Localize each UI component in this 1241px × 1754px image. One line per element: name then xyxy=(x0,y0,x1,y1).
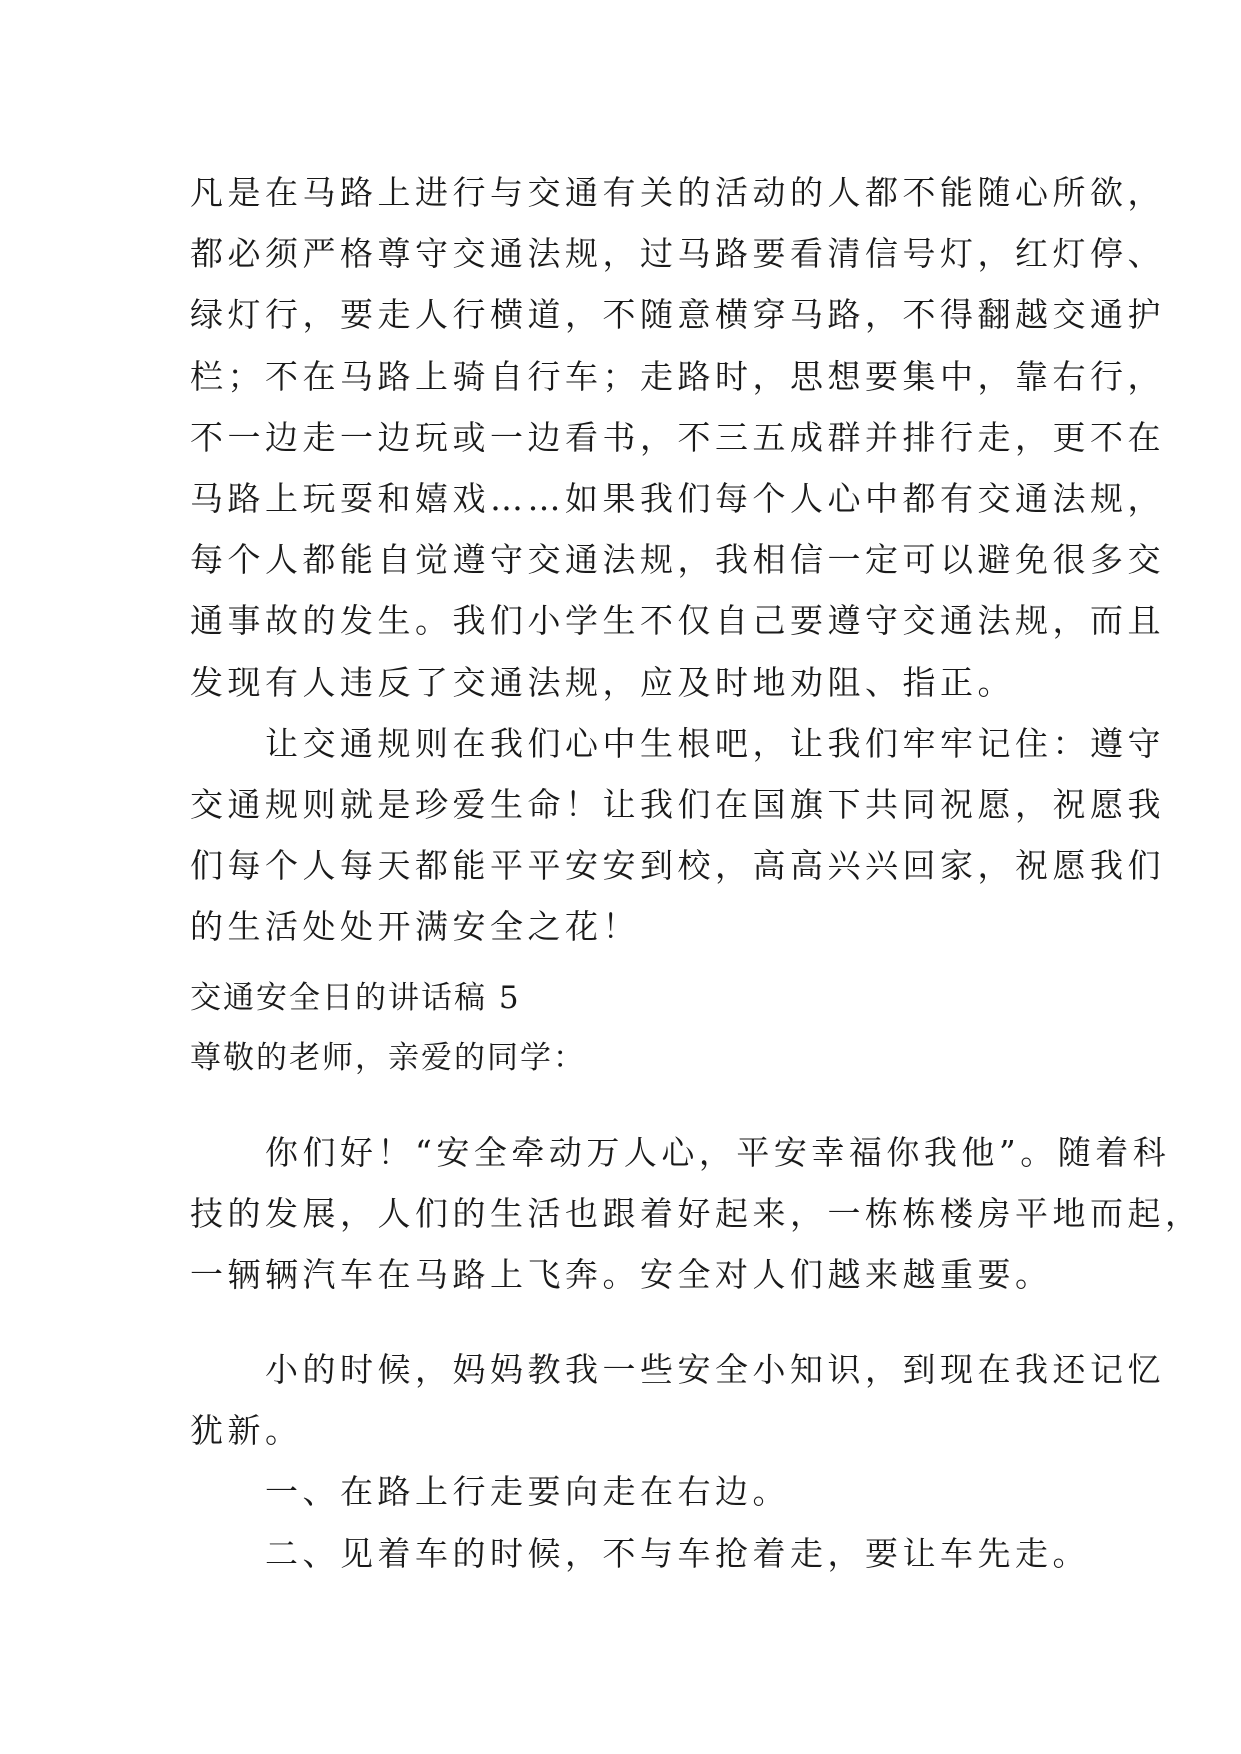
paragraph-line: 栏；不在马路上骑自行车；走路时，思想要集中，靠右行， xyxy=(190,356,1165,396)
paragraph-line: 通事故的发生。我们小学生不仅自己要遵守交通法规，而且 xyxy=(190,601,1165,641)
salutation: 尊敬的老师，亲爱的同学： xyxy=(190,1040,586,1076)
paragraph-line: 的生活处处开满安全之花！ xyxy=(190,907,640,947)
paragraph-line: 小的时候，妈妈教我一些安全小知识，到现在我还记忆 xyxy=(190,1350,1165,1389)
section-title: 交通安全日的讲话稿 5 xyxy=(190,980,521,1016)
paragraph-line: 们每个人每天都能平平安安到校，高高兴兴回家，祝愿我们 xyxy=(190,846,1165,886)
list-item: 一、在路上行走要向走在右边。 xyxy=(190,1472,790,1512)
body-text-lower xyxy=(190,1339,1165,1584)
body-text-greeting xyxy=(190,1122,1203,1306)
paragraph-line: 绿灯行，要走人行横道，不随意横穿马路，不得翻越交通护 xyxy=(190,295,1165,335)
paragraph-line: 你们好！“安全牵动万人心，平安幸福你我他”。随着科 xyxy=(190,1133,1171,1172)
paragraph-line: 技的发展，人们的生活也跟着好起来，一栋栋楼房平地而起， xyxy=(190,1194,1203,1234)
paragraph-line: 发现有人违反了交通法规，应及时地劝阻、指正。 xyxy=(190,662,1015,702)
paragraph-line: 犹新。 xyxy=(190,1411,303,1451)
body-text-upper xyxy=(190,162,1165,957)
paragraph-line: 一辆辆汽车在马路上飞奔。安全对人们越来越重要。 xyxy=(190,1255,1053,1295)
paragraph-line: 马路上玩耍和嬉戏……如果我们每个人心中都有交通法规， xyxy=(190,478,1165,518)
paragraph-line: 不一边走一边玩或一边看书，不三五成群并排行走，更不在 xyxy=(190,417,1165,457)
paragraph-line: 每个人都能自觉遵守交通法规，我相信一定可以避免很多交 xyxy=(190,540,1165,580)
paragraph-line: 让交通规则在我们心中生根吧，让我们牢牢记住：遵守 xyxy=(190,723,1165,763)
paragraph-line: 交通规则就是珍爱生命！让我们在国旗下共同祝愿，祝愿我 xyxy=(190,784,1165,824)
paragraph-line: 凡是在马路上进行与交通有关的活动的人都不能随心所欲， xyxy=(190,173,1165,212)
section-header xyxy=(190,968,1055,1088)
list-item: 二、见着车的时候，不与车抢着走，要让车先走。 xyxy=(190,1533,1090,1573)
paragraph-line: 都必须严格尊守交通法规，过马路要看清信号灯，红灯停、 xyxy=(190,234,1165,274)
